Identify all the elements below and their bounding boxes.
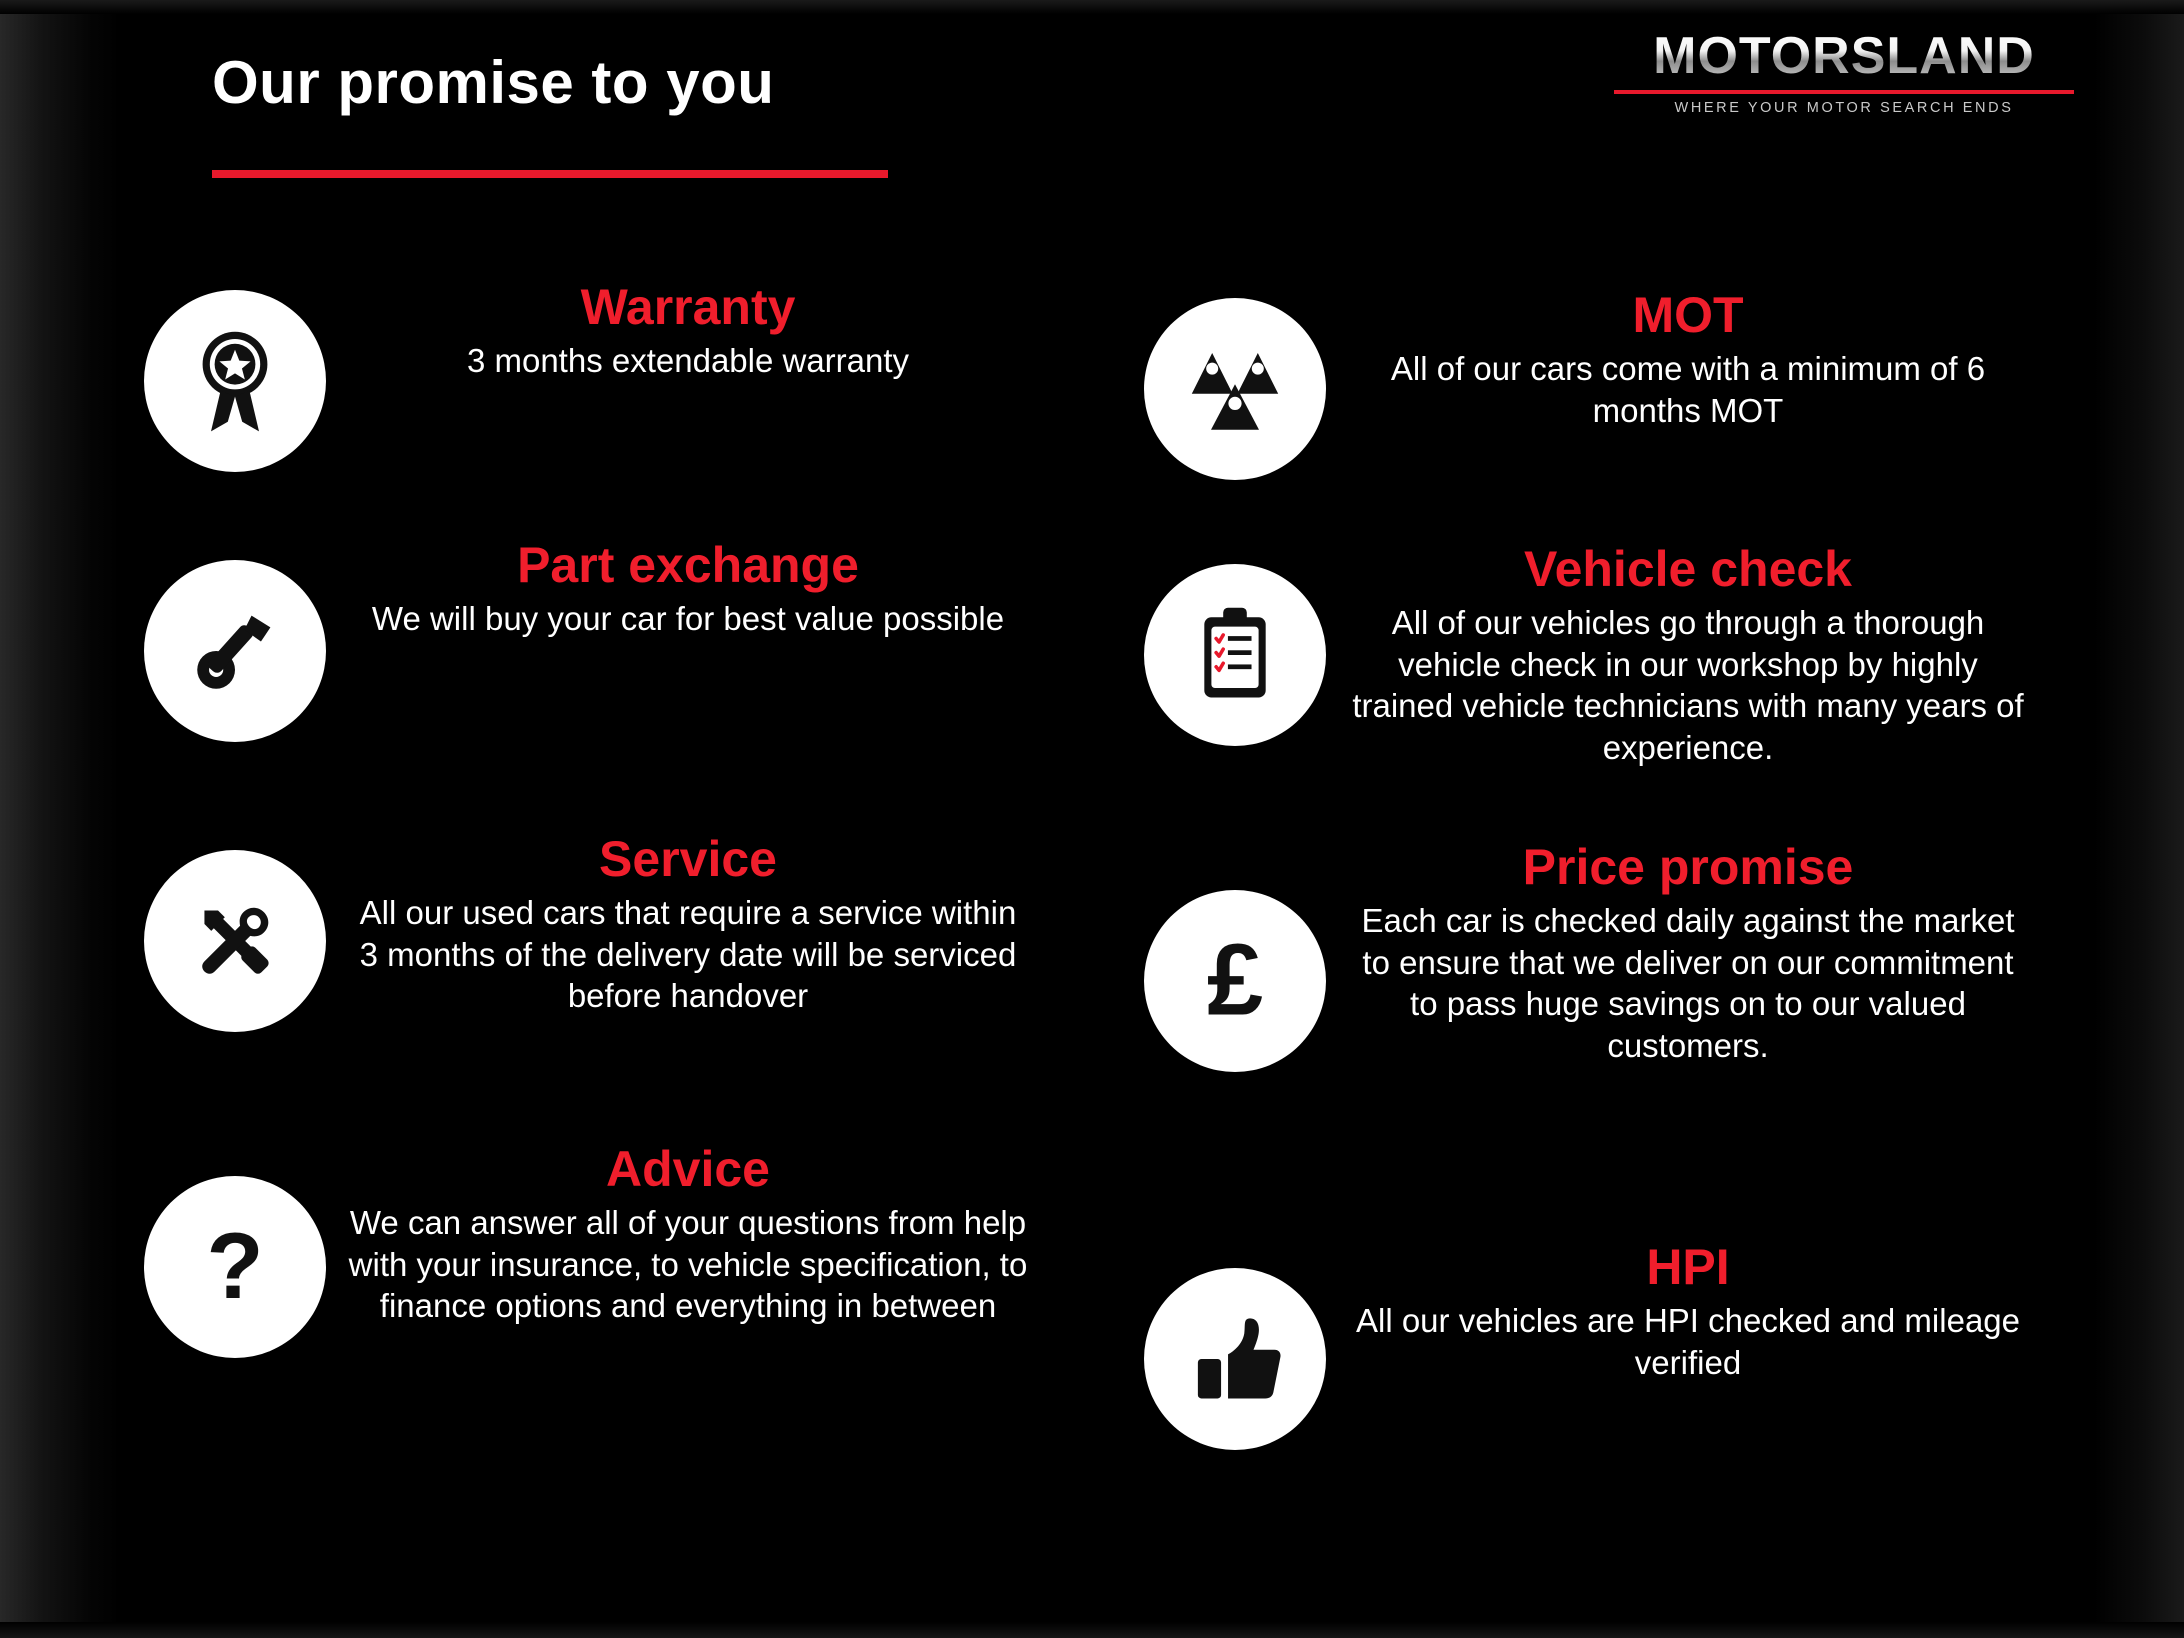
promise-title: Price promise xyxy=(1522,839,1854,895)
promise-title: HPI xyxy=(1646,1239,1730,1295)
brand-name: MOTORSLAND xyxy=(1604,30,2084,82)
thumbs-up-icon xyxy=(1144,1268,1326,1450)
promise-description: All of our cars come with a minimum of 6 months MOT xyxy=(1390,350,1986,429)
pound-sign-icon xyxy=(1144,890,1326,1072)
svg-text:£: £ xyxy=(1206,924,1264,1037)
promise-description: All our vehicles are HPI checked and mileage verified xyxy=(1355,1302,2020,1381)
promise-title: Warranty xyxy=(580,279,796,335)
car-key-icon xyxy=(144,560,326,742)
promise-description: Each car is checked daily against the market to ensure that we deliver on our commitment to pass huge savings on to our valued customers. xyxy=(1361,902,2015,1064)
question-mark-icon xyxy=(144,1176,326,1358)
promise-description: We will buy your car for best value possible xyxy=(371,600,1005,637)
promise-text-advice xyxy=(346,1142,1030,1327)
promise-title: Part exchange xyxy=(517,537,859,593)
promise-text-mot xyxy=(1346,288,2030,431)
promise-description: 3 months extendable warranty xyxy=(466,342,910,379)
page-title: Our promise to you xyxy=(212,49,775,116)
promise-title: Service xyxy=(599,831,777,887)
brand-tagline: WHERE YOUR MOTOR SEARCH ENDS xyxy=(1674,100,2014,116)
left-vignette xyxy=(0,0,120,1638)
promise-title: Vehicle check xyxy=(1523,541,1852,597)
promise-text-vehicle-check xyxy=(1346,542,2030,768)
mot-triangles-icon xyxy=(1144,298,1326,480)
promise-text-service xyxy=(346,832,1030,1017)
top-vignette xyxy=(0,0,2184,14)
clipboard-checklist-icon xyxy=(1144,564,1326,746)
promise-text-hpi xyxy=(1346,1240,2030,1383)
title-underline xyxy=(212,170,888,178)
promise-text-part-exchange xyxy=(346,538,1030,640)
rosette-award-icon xyxy=(144,290,326,472)
svg-text:?: ? xyxy=(206,1213,264,1319)
promise-description: All our used cars that require a service within 3 months of the delivery date will be serviced before handover xyxy=(359,894,1017,1015)
right-vignette xyxy=(2094,0,2184,1638)
promise-title: Advice xyxy=(606,1141,770,1197)
bottom-vignette xyxy=(0,1622,2184,1638)
promise-description: All of our vehicles go through a thorough vehicle check in our workshop by highly trained vehicle technicians with many years of experience. xyxy=(1352,604,2024,766)
brand-logo xyxy=(1604,27,2084,116)
promise-description: We can answer all of your questions from help with your insurance, to vehicle specification, to finance options and everything in between xyxy=(348,1204,1028,1325)
wrench-screwdriver-icon xyxy=(144,850,326,1032)
brand-underline xyxy=(1614,90,2074,94)
promise-text-warranty xyxy=(346,280,1030,382)
promise-text-price-promise xyxy=(1346,840,2030,1066)
promise-title: MOT xyxy=(1632,287,1744,343)
